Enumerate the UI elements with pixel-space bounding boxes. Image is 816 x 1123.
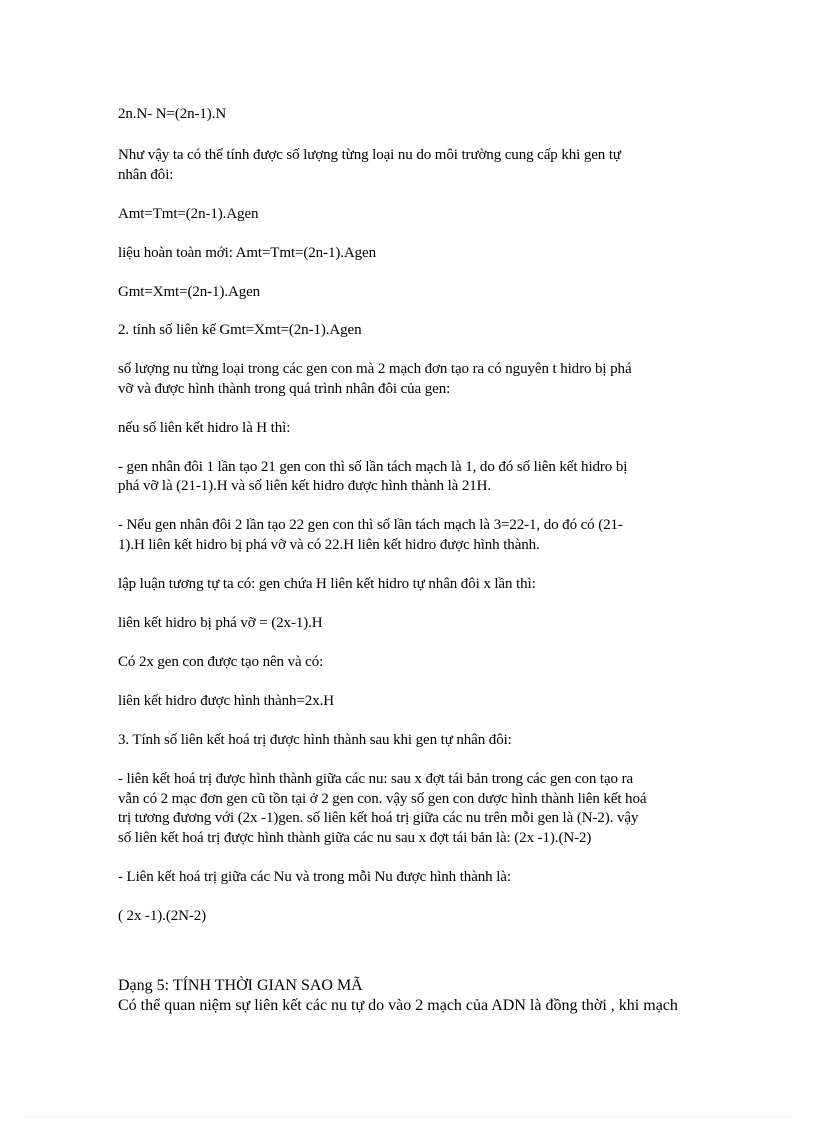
formula-line: Amt=Tmt=(2n-1).Agen: [118, 206, 259, 222]
paragraph-line: nếu số liên kết hidro là H thì:: [118, 420, 291, 436]
paragraph-line: - Liên kết hoá trị giữa các Nu và trong mỗi Nu được hình thành là:: [118, 869, 511, 885]
paragraph-line: 1).H liên kết hidro bị phá vỡ và có 22.H liên kết hidro được hình thành.: [118, 537, 540, 553]
paragraph-line: - gen nhân đôi 1 lần tạo 21 gen con thì số lần tách mạch là 1, do đó số liên kết hidro bị: [118, 459, 628, 475]
section-heading: Dạng 5: TÍNH THỜI GIAN SAO MÃ: [118, 977, 363, 994]
paragraph-line: liệu hoàn toàn mới: Amt=Tmt=(2n-1).Agen: [118, 245, 376, 261]
paragraph-line: nhân đôi:: [118, 167, 174, 183]
paragraph-line: - liên kết hoá trị được hình thành giữa các nu: sau x đợt tái bản trong các gen con tạo ra: [118, 771, 634, 787]
paragraph-line: - Nếu gen nhân đôi 2 lần tạo 22 gen con thì số lần tách mạch là 3=22-1, do đó có (21-: [118, 517, 623, 533]
formula-line: 2n.N- N=(2n-1).N: [118, 106, 227, 122]
formula-line: liên kết hidro được hình thành=2x.H: [118, 693, 334, 709]
paragraph-line: lập luận tương tự ta có: gen chứa H liên kết hidro tự nhân đôi x lần thì:: [118, 576, 536, 592]
paragraph-line: Có 2x gen con được tạo nên và có:: [118, 654, 324, 670]
paragraph-line: vẫn có 2 mạc đơn gen cũ tồn tại ở 2 gen con. vậy số gen con dược hình thành liên kết hoá: [118, 791, 647, 807]
paragraph-line: trị tương đương với (2x -1)gen. số liên kết hoá trị giữa các nu trên mỗi gen là (N-2). vậy: [118, 810, 639, 826]
paragraph-line: phá vỡ là (21-1).H và số liên kết hidro được hình thành là 21H.: [118, 478, 492, 494]
section-line: 2. tính số liên kế Gmt=Xmt=(2n-1).Agen: [118, 322, 362, 338]
formula-line: liên kết hidro bị phá vỡ = (2x-1).H: [118, 615, 323, 631]
paragraph-line: Có thể quan niệm sự liên kết các nu tự do vào 2 mạch của ADN là đồng thời , khi mạch: [118, 997, 678, 1014]
paragraph-line: số liên kết hoá trị được hình thành giữa các nu sau x đợt tái bản là: (2x -1).(N-2): [118, 830, 592, 846]
paragraph-line: Như vậy ta có thể tính được số lượng từng loại nu do môi trường cung cấp khi gen tự: [118, 147, 621, 163]
section-line: 3. Tính số liên kết hoá trị được hình thành sau khi gen tự nhân đôi:: [118, 732, 512, 748]
page-bottom-rule: [24, 1116, 792, 1117]
formula-line: ( 2x -1).(2N-2): [118, 908, 207, 924]
paragraph-line: số lượng nu từng loại trong các gen con mà 2 mạch đơn tạo ra có nguyên t hidro bị phá: [118, 361, 632, 377]
formula-line: Gmt=Xmt=(2n-1).Agen: [118, 284, 261, 300]
paragraph-line: vỡ và được hình thành trong quá trình nhân đôi của gen:: [118, 381, 451, 397]
